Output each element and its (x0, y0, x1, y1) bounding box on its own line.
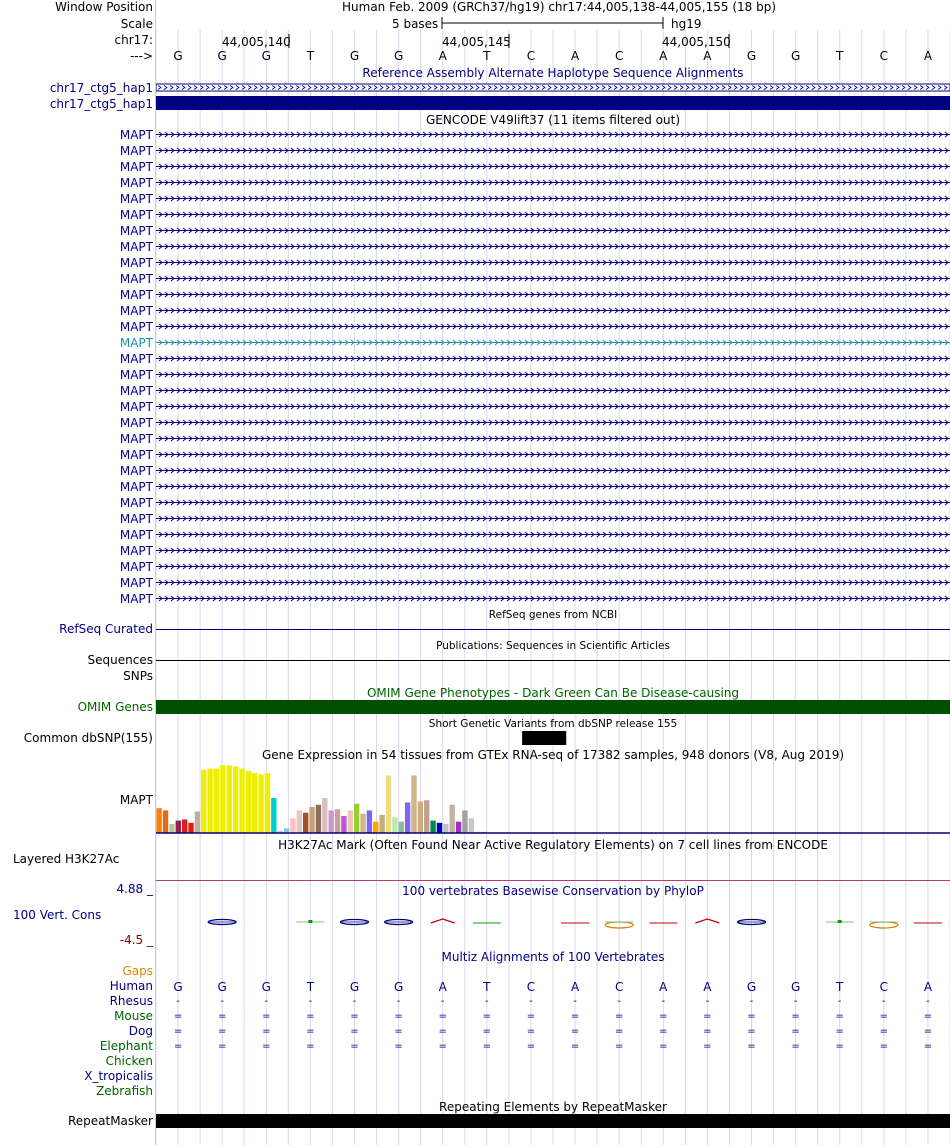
refseq-line (156, 628, 950, 632)
multiz-human-base: A (703, 980, 712, 994)
gencode-item-label[interactable]: MAPT (119, 352, 153, 366)
multiz-elephant-mark: = (526, 1041, 536, 1052)
base-letter: A (923, 49, 933, 63)
multiz-rhesus-mark: - (176, 996, 180, 1007)
phylop-glyph (838, 920, 842, 923)
multiz-dog-mark: = (614, 1026, 624, 1037)
gtex-bar (424, 800, 429, 833)
multiz-human-base: C (526, 980, 536, 994)
gtex-bar (462, 810, 467, 833)
gtex-bar (335, 809, 340, 833)
gtex-bar (443, 824, 448, 833)
h3k27ac-baseline (156, 879, 950, 883)
scale-bar (156, 14, 950, 34)
base-letter: G (746, 49, 757, 63)
gencode-item-label[interactable]: MAPT (119, 288, 153, 302)
multiz-human-base: T (483, 980, 491, 994)
assembly-title: Human Feb. 2009 (GRCh37/hg19) chr17:44,005,138-44,005,155 (18 bp) (342, 0, 777, 14)
gtex-bar (246, 771, 251, 833)
multiz-elephant-mark: = (879, 1041, 889, 1052)
gencode-item-label[interactable]: MAPT (119, 368, 153, 382)
multiz-mouse-mark: = (570, 1011, 580, 1022)
gtex-title: Gene Expression in 54 tissues from GTEx RNA-seq of 17382 samples, 948 donors (V8, Aug 2019) (261, 748, 845, 762)
alt-haplotype-label[interactable]: chr17_ctg5_hap1 (49, 97, 153, 111)
multiz-mouse-mark: = (394, 1011, 403, 1022)
gtex-bar (418, 801, 423, 833)
dbsnp-label[interactable]: Common dbSNP(155) (23, 731, 153, 745)
gtex-bar (430, 821, 435, 833)
multiz-dog-mark: = (350, 1026, 359, 1037)
gencode-transcript (156, 576, 950, 591)
gencode-transcript (156, 592, 950, 607)
multiz-species-elephant[interactable]: Elephant (99, 1039, 153, 1053)
multiz-elephant-mark: = (394, 1041, 403, 1052)
gencode-transcript (156, 320, 950, 335)
multiz-rhesus-mark: - (882, 996, 886, 1007)
phylop-glyph (308, 920, 312, 923)
multiz-mouse-mark: = (835, 1011, 844, 1022)
position-label: 44,005,150 (662, 35, 731, 49)
multiz-mouse-mark: = (217, 1011, 227, 1022)
gencode-transcript (156, 304, 950, 319)
multiz-dog-mark: = (394, 1026, 403, 1037)
gtex-bar (386, 775, 391, 833)
multiz-elephant-mark: = (350, 1041, 359, 1052)
gtex-bar (169, 824, 174, 833)
multiz-human-base: C (614, 980, 624, 994)
alt-haplotype-label[interactable]: chr17_ctg5_hap1 (49, 81, 153, 95)
gencode-transcript (156, 480, 950, 495)
multiz-elephant-mark: = (835, 1041, 844, 1052)
omim-label[interactable]: OMIM Genes (77, 700, 153, 714)
gtex-bar (469, 818, 474, 833)
multiz-species-x-tropicalis[interactable]: X_tropicalis (84, 1069, 153, 1083)
gtex-bar (411, 775, 416, 833)
base-letter: G (349, 49, 360, 63)
alt-haplotype-title: Reference Assembly Alternate Haplotype Sequence Alignments (362, 66, 744, 80)
repeatmasker-title: Repeating Elements by RepeatMasker (439, 1100, 667, 1114)
publications-line (156, 659, 950, 663)
multiz-dog-mark: = (438, 1026, 447, 1037)
multiz-elephant-mark: = (747, 1041, 756, 1052)
multiz-human-base: T (836, 980, 844, 994)
position-tick (728, 34, 730, 48)
scale-text: 5 bases (392, 17, 439, 31)
gencode-item-label[interactable]: MAPT (119, 432, 153, 446)
multiz-mouse-mark: = (659, 1011, 668, 1022)
multiz-rhesus-mark: - (440, 996, 445, 1007)
gtex-bar (195, 812, 200, 833)
base-letter: C (879, 49, 889, 63)
base-letter: G (173, 49, 183, 63)
gencode-transcript (156, 432, 950, 447)
gencode-transcript (156, 336, 950, 351)
gtex-bar (309, 807, 314, 833)
multiz-elephant-mark: = (791, 1041, 800, 1052)
gencode-item-label[interactable]: MAPT (119, 400, 153, 414)
gtex-bar (379, 815, 384, 833)
position-tick (508, 34, 510, 48)
gtex-bar (303, 813, 308, 833)
gtex-bar (405, 803, 410, 833)
multiz-mouse-mark: = (438, 1011, 447, 1022)
multiz-rhesus-mark: - (705, 996, 710, 1007)
multiz-dog-mark: = (747, 1026, 756, 1037)
gencode-transcript (156, 128, 950, 143)
multiz-rhesus-mark: - (308, 996, 313, 1007)
multiz-human-base: G (173, 980, 183, 994)
gtex-bar (252, 773, 257, 833)
gencode-item-label[interactable]: MAPT (119, 416, 153, 430)
gencode-transcript (156, 224, 950, 239)
multiz-dog-mark: = (923, 1026, 933, 1037)
multiz-dog-mark: = (703, 1026, 712, 1037)
gencode-item-label[interactable]: MAPT (119, 256, 153, 270)
gencode-transcript (156, 208, 950, 223)
gencode-item-label[interactable]: MAPT (119, 576, 153, 590)
gtex-bar (201, 770, 206, 833)
multiz-rhesus-mark: - (926, 996, 930, 1007)
multiz-dog-mark: = (835, 1026, 844, 1037)
base-letter: A (438, 49, 447, 63)
multiz-human-base: G (790, 980, 801, 994)
multiz-species-mouse[interactable]: Mouse (114, 1009, 153, 1023)
base-letter: C (614, 49, 624, 63)
multiz-mouse-mark: = (173, 1011, 183, 1022)
multiz-human-base: A (438, 980, 447, 994)
gencode-transcript (156, 400, 950, 415)
gencode-title: GENCODE V49lift37 (11 items filtered out) (425, 113, 680, 127)
gtex-bar (258, 774, 263, 833)
refseq-label[interactable]: RefSeq Curated (59, 622, 153, 636)
publications-sequences-label[interactable]: Sequences (87, 653, 153, 667)
multiz-rhesus-mark: - (661, 996, 666, 1007)
gencode-item-label[interactable]: MAPT (119, 464, 153, 478)
multiz-elephant-mark: = (217, 1041, 227, 1052)
base-letter: G (261, 49, 271, 63)
multiz-elephant-mark: = (703, 1041, 712, 1052)
gtex-bar (437, 823, 442, 833)
gencode-item-label[interactable]: MAPT (119, 512, 153, 526)
base-letter: G (393, 49, 404, 63)
gencode-item-label[interactable]: MAPT (119, 480, 153, 494)
gencode-transcript (156, 544, 950, 559)
h3k27ac-title: H3K27Ac Mark (Often Found Near Active Regulatory Elements) on 7 cell lines from ENCODE (278, 838, 828, 852)
gencode-transcript (156, 512, 950, 527)
gencode-transcript (156, 192, 950, 207)
gtex-bar (348, 810, 353, 833)
multiz-species-dog[interactable]: Dog (128, 1024, 153, 1038)
multiz-rhesus-mark: - (264, 996, 269, 1007)
multiz-rhesus-mark: - (837, 996, 842, 1007)
gtex-bar (392, 817, 397, 833)
base-letter: G (790, 49, 801, 63)
chrom-label[interactable]: chr17: (114, 33, 153, 47)
gtex-bar (399, 822, 404, 833)
multiz-species-human[interactable]: Human (109, 979, 153, 993)
position-label: 44,005,140 (222, 35, 291, 49)
multiz-rhesus-mark: - (617, 996, 621, 1007)
gtex-bar (220, 765, 225, 833)
gtex-bar (157, 808, 162, 833)
strand-label[interactable]: ---> (129, 49, 153, 63)
multiz-mouse-mark: = (262, 1011, 271, 1022)
gtex-bar (182, 819, 187, 833)
multiz-elephant-mark: = (570, 1041, 580, 1052)
position-tick (288, 34, 290, 48)
base-letter: A (570, 49, 580, 63)
multiz-elephant-mark: = (482, 1041, 492, 1052)
multiz-rhesus-mark: - (352, 996, 357, 1007)
gencode-item-label[interactable]: MAPT (119, 592, 153, 606)
gtex-bar (328, 810, 333, 833)
gtex-bar (354, 804, 359, 833)
gencode-item-label[interactable]: MAPT (119, 304, 153, 318)
gtex-bar (322, 798, 327, 833)
gtex-bar (367, 810, 372, 833)
phylop-title: 100 vertebrates Basewise Conservation by PhyloP (402, 884, 704, 898)
gencode-transcript (156, 368, 950, 383)
multiz-dog-mark: = (482, 1026, 492, 1037)
gencode-item-label[interactable]: MAPT (119, 336, 153, 350)
multiz-mouse-mark: = (879, 1011, 889, 1022)
gtex-bar (233, 766, 238, 833)
gencode-transcript (156, 160, 950, 175)
gencode-item-label[interactable]: MAPT (119, 448, 153, 462)
gencode-item-label[interactable]: MAPT (119, 208, 153, 222)
gtex-bar (456, 822, 461, 833)
gtex-bar (316, 805, 321, 833)
phylop-glyph (695, 919, 719, 923)
multiz-mouse-mark: = (306, 1011, 315, 1022)
gtex-bar (360, 814, 365, 833)
multiz-mouse-mark: = (703, 1011, 712, 1022)
phylop-glyph (431, 919, 455, 923)
gencode-transcript (156, 560, 950, 575)
multiz-elephant-mark: = (659, 1041, 668, 1052)
multiz-elephant-mark: = (306, 1041, 315, 1052)
multiz-dog-mark: = (526, 1026, 536, 1037)
multiz-species-chicken[interactable]: Chicken (105, 1054, 153, 1068)
gencode-transcript (156, 176, 950, 191)
gencode-transcript (156, 384, 950, 399)
multiz-human-base: G (393, 980, 404, 994)
multiz-mouse-mark: = (614, 1011, 624, 1022)
gencode-item-label[interactable]: MAPT (119, 176, 153, 190)
gtex-bar (265, 773, 270, 833)
multiz-dog-mark: = (173, 1026, 183, 1037)
multiz-gaps-label[interactable]: Gaps (122, 964, 153, 978)
gtex-bar (214, 769, 219, 833)
gtex-label[interactable]: MAPT (119, 793, 153, 807)
gencode-item-label[interactable]: MAPT (119, 560, 153, 574)
gencode-item-label[interactable]: MAPT (119, 240, 153, 254)
multiz-mouse-mark: = (482, 1011, 492, 1022)
gtex-bar (271, 798, 276, 833)
gtex-bar (176, 821, 181, 833)
multiz-rhesus-mark: - (749, 996, 754, 1007)
gencode-transcript (156, 416, 950, 431)
multiz-elephant-mark: = (438, 1041, 447, 1052)
base-letter: T (836, 49, 844, 63)
gencode-item-label[interactable]: MAPT (119, 544, 153, 558)
h3k27ac-label[interactable]: Layered H3K27Ac (13, 852, 120, 866)
multiz-title: Multiz Alignments of 100 Vertebrates (441, 950, 665, 964)
gtex-bar (450, 805, 455, 833)
phylop-glyph (605, 922, 633, 928)
multiz-elephant-mark: = (614, 1041, 624, 1052)
phylop-logo (156, 912, 950, 932)
window-position-label[interactable]: Window Position (55, 0, 153, 14)
gencode-transcript (156, 272, 950, 287)
scale-label[interactable]: Scale (120, 17, 153, 31)
multiz-human-base: C (879, 980, 889, 994)
phylop-label[interactable]: 100 Vert. Cons (13, 908, 102, 922)
gencode-transcript (156, 496, 950, 511)
gencode-item-label[interactable]: MAPT (119, 320, 153, 334)
gencode-transcript (156, 256, 950, 271)
gencode-transcript (156, 448, 950, 463)
base-letter: A (659, 49, 668, 63)
multiz-rhesus-mark: - (485, 996, 489, 1007)
multiz-dog-mark: = (659, 1026, 668, 1037)
gtex-bar (227, 765, 232, 833)
repeatmasker-label[interactable]: RepeatMasker (67, 1114, 153, 1128)
gencode-item-label[interactable]: MAPT (119, 160, 153, 174)
multiz-mouse-mark: = (350, 1011, 359, 1022)
multiz-dog-mark: = (262, 1026, 271, 1037)
multiz-mouse-mark: = (923, 1011, 933, 1022)
multiz-human-base: A (659, 980, 668, 994)
multiz-rhesus-mark: - (220, 996, 224, 1007)
refseq-title: RefSeq genes from NCBI (488, 609, 618, 621)
omim-bar (156, 700, 950, 714)
base-letter: T (306, 49, 315, 63)
gencode-transcript (156, 528, 950, 543)
multiz-dog-mark: = (570, 1026, 580, 1037)
multiz-rhesus-mark: - (793, 996, 798, 1007)
base-letter: C (526, 49, 536, 63)
multiz-mouse-mark: = (791, 1011, 800, 1022)
gtex-chart (156, 762, 950, 834)
gtex-bar (290, 818, 295, 833)
gtex-bar (341, 816, 346, 833)
gtex-bar (207, 769, 212, 833)
omim-title: OMIM Gene Phenotypes - Dark Green Can Be Disease-causing (366, 686, 740, 700)
multiz-elephant-mark: = (923, 1041, 933, 1052)
multiz-dog-mark: = (879, 1026, 889, 1037)
multiz-dog-mark: = (791, 1026, 800, 1037)
multiz-elephant-mark: = (173, 1041, 183, 1052)
gtex-bar (297, 810, 302, 833)
multiz-rhesus-mark: - (529, 996, 533, 1007)
multiz-dog-mark: = (217, 1026, 227, 1037)
gencode-transcript (156, 288, 950, 303)
gtex-bar (239, 769, 244, 833)
multiz-species-rhesus[interactable]: Rhesus (109, 994, 153, 1008)
multiz-human-base: G (746, 980, 757, 994)
gencode-transcript (156, 352, 950, 367)
multiz-human-base: T (306, 980, 315, 994)
phylop-glyph (870, 922, 898, 928)
multiz-rhesus-mark: - (396, 996, 401, 1007)
base-letter: T (483, 49, 491, 63)
gencode-item-label[interactable]: MAPT (119, 496, 153, 510)
gencode-transcript (156, 144, 950, 159)
multiz-human-base: G (217, 980, 227, 994)
base-letter: G (217, 49, 227, 63)
multiz-mouse-mark: = (747, 1011, 756, 1022)
alt-haplotype-item-1 (156, 83, 950, 93)
phylop-min-label[interactable]: -4.5 _ (119, 933, 153, 947)
multiz-human-base: G (261, 980, 271, 994)
multiz-species-zebrafish[interactable]: Zebrafish (96, 1084, 153, 1098)
dbsnp-title: Short Genetic Variants from dbSNP release 155 (428, 718, 678, 730)
publications-snps-label[interactable]: SNPs (123, 669, 153, 683)
multiz-rhesus-mark: - (573, 996, 577, 1007)
multiz-elephant-mark: = (262, 1041, 271, 1052)
scale-db: hg19 (671, 17, 702, 31)
gencode-item-label[interactable]: MAPT (119, 144, 153, 158)
multiz-human-base: A (570, 980, 580, 994)
multiz-mouse-mark: = (526, 1011, 536, 1022)
multiz-dog-mark: = (306, 1026, 315, 1037)
gencode-item-label[interactable]: MAPT (119, 224, 153, 238)
gencode-item-label[interactable]: MAPT (119, 192, 153, 206)
alt-haplotype-item-2 (156, 96, 950, 110)
gencode-item-label[interactable]: MAPT (119, 128, 153, 142)
phylop-max-label[interactable]: 4.88 _ (116, 882, 153, 896)
base-letter: A (703, 49, 712, 63)
multiz-human-base: G (349, 980, 360, 994)
gencode-item-label[interactable]: MAPT (119, 272, 153, 286)
multiz-human-base: A (923, 980, 933, 994)
gencode-transcript (156, 240, 950, 255)
publications-title: Publications: Sequences in Scientific Articles (436, 640, 670, 652)
position-label: 44,005,145 (442, 35, 511, 49)
gencode-item-label[interactable]: MAPT (119, 384, 153, 398)
gtex-bar (373, 822, 378, 833)
gencode-transcript (156, 464, 950, 479)
gtex-bar (188, 823, 193, 833)
gtex-bar (163, 810, 168, 833)
gencode-item-label[interactable]: MAPT (119, 528, 153, 542)
dbsnp-variant (156, 731, 950, 745)
repeatmasker-bar (156, 1114, 950, 1128)
